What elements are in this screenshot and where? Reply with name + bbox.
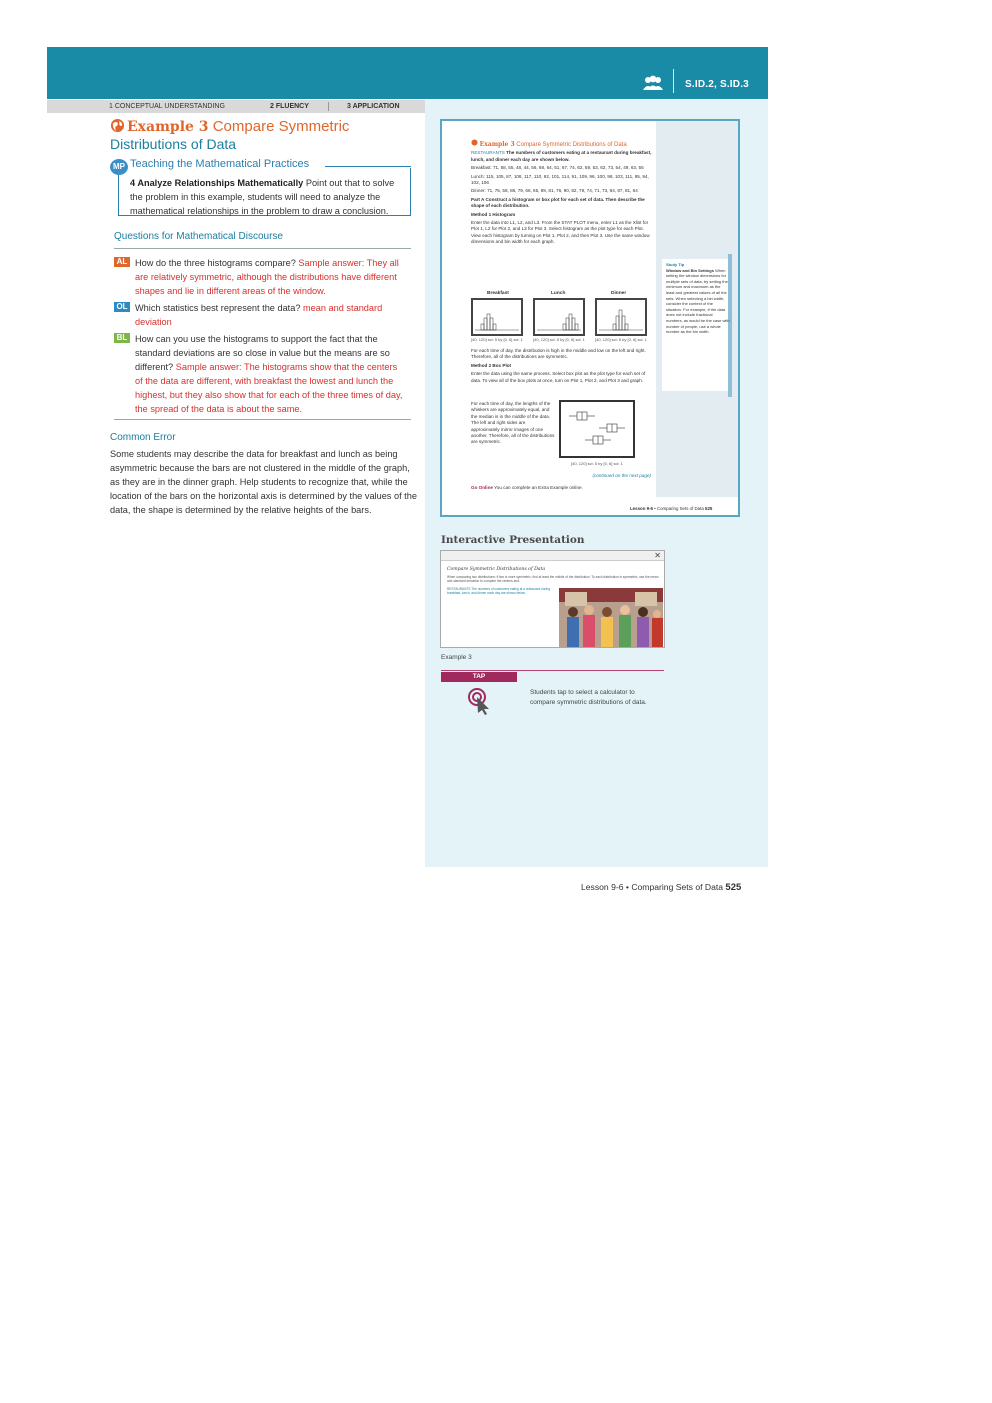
histogram-label-lunch: Lunch bbox=[551, 291, 566, 296]
a-ol-l1: mean and standard bbox=[303, 303, 383, 313]
q-ol-l1: Which statistics best represent the data? bbox=[135, 303, 304, 313]
method1-heading: Method 1 Histogram bbox=[471, 211, 516, 217]
tap-rule bbox=[441, 670, 664, 671]
method1-result: For each time of day, the distribution is high in the middle and low on the left and right. Therefore, all of the distributions are symmetric. bbox=[471, 348, 646, 360]
a-al-l3: shapes and lie in different areas of the window. bbox=[135, 286, 326, 296]
student-page-footer bbox=[630, 506, 712, 511]
tag-ol: OL bbox=[114, 302, 130, 312]
a-al-l2: are relatively symmetric, although the distributions have different bbox=[135, 272, 397, 282]
student-footer-page: 525 bbox=[705, 506, 713, 511]
example-label: Example 3 bbox=[127, 119, 209, 135]
q-bl-l1: How can you use the histograms to support the fact that the bbox=[135, 334, 378, 344]
method1-text: Enter the data into L1, L2, and L3. From the STAT PLOT menu, enter L1 as the Xlist for Plot 1, L2 for Plot 2, and L3 for Plot 3. Select histogram as the plot type for each Plot. View each histogram by turning on Plot 1, Plot 2, and then Plot 3. Use the same window dimensions and bin width for each graph. bbox=[471, 220, 650, 245]
math-practices-line3: mathematical relationships in the problem to draw a conclusion. bbox=[130, 206, 389, 216]
globe-icon bbox=[471, 139, 478, 146]
globe-icon bbox=[110, 118, 125, 133]
q-al-l1: How do the three histograms compare? bbox=[135, 258, 299, 268]
study-tip-sub: Window and Bin Settings bbox=[666, 267, 714, 273]
question-ol bbox=[114, 301, 414, 331]
math-practices-heading bbox=[110, 158, 309, 175]
student-page-thumbnail bbox=[440, 119, 740, 517]
histogram-dinner-bars bbox=[597, 300, 645, 334]
example-title-line2: Distributions of Data bbox=[110, 136, 237, 152]
ce-line5: data, the shape is determined by the relative heights of the bars. bbox=[110, 505, 372, 515]
level-application: 3 APPLICATION bbox=[347, 103, 400, 110]
study-tip-body: When setting the window dimensions for multiple sets of data, try setting the minimum and maximum as the least and greatest values of all the sets. When selecting a bin width, consider the context of the situation. For example, if the data does not include fractional numbers, as would be the case with number of people, use a whole number as the bin width. bbox=[666, 267, 730, 335]
method2-result: For each time of day, the lengths of the whiskers are approximately equal, and the median is in the middle of the data. The left and right sides are approximately mirror images of one another. Therefore, all of the distributions are symmetric. bbox=[471, 401, 555, 445]
standards-label: S.ID.2, S.ID.3 bbox=[685, 79, 749, 90]
student-page-content-4 bbox=[471, 473, 651, 494]
a-bl-l5: highest, but they also show that for each of the three times of day, bbox=[135, 390, 403, 400]
level-conceptual: 1 CONCEPTUAL UNDERSTANDING bbox=[109, 103, 225, 110]
part-a: Part A Construct a histogram or box plot for each set of data. Then describe the shape of each distribution. bbox=[471, 196, 645, 209]
histogram-dinner bbox=[595, 298, 647, 336]
levels-bar bbox=[47, 100, 425, 113]
histogram-window-lunch: [40, 120] scl: 5 by [0, 6] scl: 1 bbox=[533, 337, 585, 342]
question-al-text bbox=[135, 256, 407, 298]
banner-divider bbox=[673, 69, 674, 93]
student-example-title-rest: Compare Symmetric Distributions of Data bbox=[514, 142, 627, 148]
student-example-title bbox=[471, 139, 655, 148]
discourse-heading: Questions for Mathematical Discourse bbox=[114, 231, 283, 242]
top-banner bbox=[47, 47, 768, 99]
tag-al: AL bbox=[114, 257, 130, 267]
student-example-label: Example 3 bbox=[479, 141, 515, 148]
footer-lesson: Lesson 9-6 bbox=[581, 882, 624, 892]
interactive-screen-caption: RESTAURANTS The numbers of customers eating at a restaurant during breakfast, lunch, and dinner each day are shown below. bbox=[447, 587, 550, 595]
data-dinner: Dinner: 71, 75, 58, 86, 79, 66, 65, 89, 81, 76, 90, 82, 79, 74, 71, 73, 84, 87, 81, 64 bbox=[471, 188, 638, 194]
restaurant-photo bbox=[559, 588, 663, 647]
tap-icon bbox=[467, 687, 493, 715]
tag-bl: BL bbox=[114, 333, 130, 343]
student-caption bbox=[471, 150, 655, 163]
page-footer bbox=[581, 882, 741, 893]
go-online-text: You can complete an Extra Example online. bbox=[492, 485, 583, 491]
student-footer-title: • Comparing Sets of Data bbox=[652, 506, 705, 511]
example-title bbox=[110, 118, 410, 153]
a-bl-l6: the spread of the data is about the same. bbox=[135, 404, 303, 414]
a-ol-l2: deviation bbox=[135, 317, 172, 327]
close-icon[interactable]: ✕ bbox=[654, 551, 661, 560]
study-tip-title: Study Tip bbox=[666, 262, 685, 267]
tap-text-line1: Students tap to select a calculator to bbox=[530, 689, 635, 696]
data-lunch: Lunch: 115, 105, 87, 108, 117, 110, 92, 101, 114, 91, 109, 96, 100, 98, 103, 111, 95, 94, 102, 106 bbox=[471, 173, 649, 186]
student-page-content-3 bbox=[471, 401, 555, 448]
caption-text: The numbers of customers eating at a restaurant during breakfast, lunch, and dinner each day are shown below. bbox=[471, 150, 652, 162]
continued-label: (continued on the next page) bbox=[592, 473, 651, 478]
ce-line2: asymmetric because the bars are not clustered in the middle of the graph, bbox=[110, 463, 410, 473]
go-online-label[interactable]: Go Online bbox=[471, 485, 493, 491]
method2-heading: Method 2 Box Plot bbox=[471, 362, 512, 368]
question-bl bbox=[114, 332, 414, 418]
method2-text: Enter the data using the same process. Select box plot as the plot type for each set of data. To view all of the box plots at once, turn on Plot 1, Plot 2, and Plot 3 and graph. bbox=[471, 371, 646, 383]
box-plot-graph bbox=[559, 400, 635, 458]
histogram-breakfast-bars bbox=[473, 300, 521, 334]
mp-icon: MP bbox=[110, 159, 128, 175]
example-title-line1: Compare Symmetric bbox=[212, 118, 350, 135]
q-bl-l2: standard deviations are so close in value but the means are so bbox=[135, 348, 390, 358]
histogram-window-dinner: [40, 120] scl: 5 by [0, 6] scl: 1 bbox=[595, 337, 647, 342]
restaurant-illustration bbox=[559, 588, 663, 647]
box-plot-marks bbox=[561, 402, 633, 456]
interactive-screen-title: Compare Symmetric Distributions of Data bbox=[447, 567, 546, 572]
tap-description bbox=[530, 688, 670, 707]
math-practices-line1: Point out that to solve bbox=[303, 178, 395, 188]
ce-line4: location of the bars on the horizontal axis is determined by the values of the bbox=[110, 491, 417, 501]
interactive-screen-text: When comparing two distributions: if two is more symmetric, find at least the middle of the distribution. To each distribution is symmetric, use the mean and standard deviation to compare the centers and. bbox=[447, 575, 659, 583]
math-practices-line2: the problem in this example, students will need to analyze the bbox=[130, 192, 381, 202]
tap-label: TAP bbox=[441, 672, 517, 682]
level-separator bbox=[328, 102, 329, 111]
student-footer-lesson: Lesson 9-6 bbox=[630, 506, 653, 511]
a-al-l1: Sample answer: They all bbox=[298, 258, 399, 268]
a-bl-l3: Sample answer: The histograms show that the centers bbox=[175, 362, 398, 372]
go-online bbox=[471, 485, 651, 491]
a-bl-l4: of the data are different, with breakfast the lowest and lunch the bbox=[135, 376, 394, 386]
histogram-breakfast bbox=[471, 298, 523, 336]
math-practices-heading-text: Teaching the Mathematical Practices bbox=[130, 158, 310, 170]
histogram-row bbox=[471, 291, 651, 341]
histogram-lunch-bars bbox=[535, 300, 583, 334]
math-practices-bold: 4 Analyze Relationships Mathematically bbox=[130, 178, 304, 188]
question-al bbox=[114, 256, 414, 300]
footer-title: • Comparing Sets of Data bbox=[623, 882, 726, 892]
histogram-window-breakfast: [40, 120] scl: 5 by [0, 6] scl: 1 bbox=[471, 337, 523, 342]
student-page-content-2 bbox=[471, 348, 655, 386]
people-icon bbox=[642, 75, 664, 91]
data-breakfast: Breakfast: 71, 58, 55, 48, 44, 56, 68, 64, 51, 67, 74, 62, 59, 53, 62, 73, 54, 49, 63, 55 bbox=[471, 165, 644, 171]
histogram-lunch bbox=[533, 298, 585, 336]
question-bl-text bbox=[135, 332, 407, 416]
math-practices-text bbox=[130, 176, 410, 218]
caption-label: RESTAURANTS bbox=[471, 150, 505, 156]
tap-text-line2: compare symmetric distributions of data. bbox=[530, 698, 647, 706]
footer-page-number: 525 bbox=[725, 882, 742, 893]
box-plot-window: [40, 120] scl: 5 by [0, 6] scl: 1 bbox=[571, 461, 623, 466]
study-tip-text bbox=[666, 262, 730, 335]
histogram-label-breakfast: Breakfast bbox=[487, 291, 509, 296]
math-practices-rule bbox=[325, 166, 411, 167]
interactive-heading: Interactive Presentation bbox=[441, 534, 585, 546]
histogram-label-dinner: Dinner bbox=[611, 291, 627, 296]
ce-line3: as they are in the dinner graph. Help students to recognize that, while the bbox=[110, 477, 408, 487]
q-bl-l3: different? bbox=[135, 362, 176, 372]
discourse-rule-bottom bbox=[114, 419, 411, 420]
common-error-heading: Common Error bbox=[110, 432, 176, 443]
student-page-content bbox=[471, 139, 655, 248]
discourse-rule-top bbox=[114, 248, 411, 249]
level-fluency: 2 FLUENCY bbox=[270, 103, 309, 110]
question-ol-text bbox=[135, 301, 407, 329]
interactive-titlebar bbox=[441, 551, 664, 561]
interactive-screenshot[interactable] bbox=[440, 550, 665, 648]
ce-line1: Some students may describe the data for breakfast and lunch as being bbox=[110, 449, 398, 459]
common-error-text bbox=[110, 447, 422, 517]
interactive-caption: Example 3 bbox=[441, 654, 472, 661]
